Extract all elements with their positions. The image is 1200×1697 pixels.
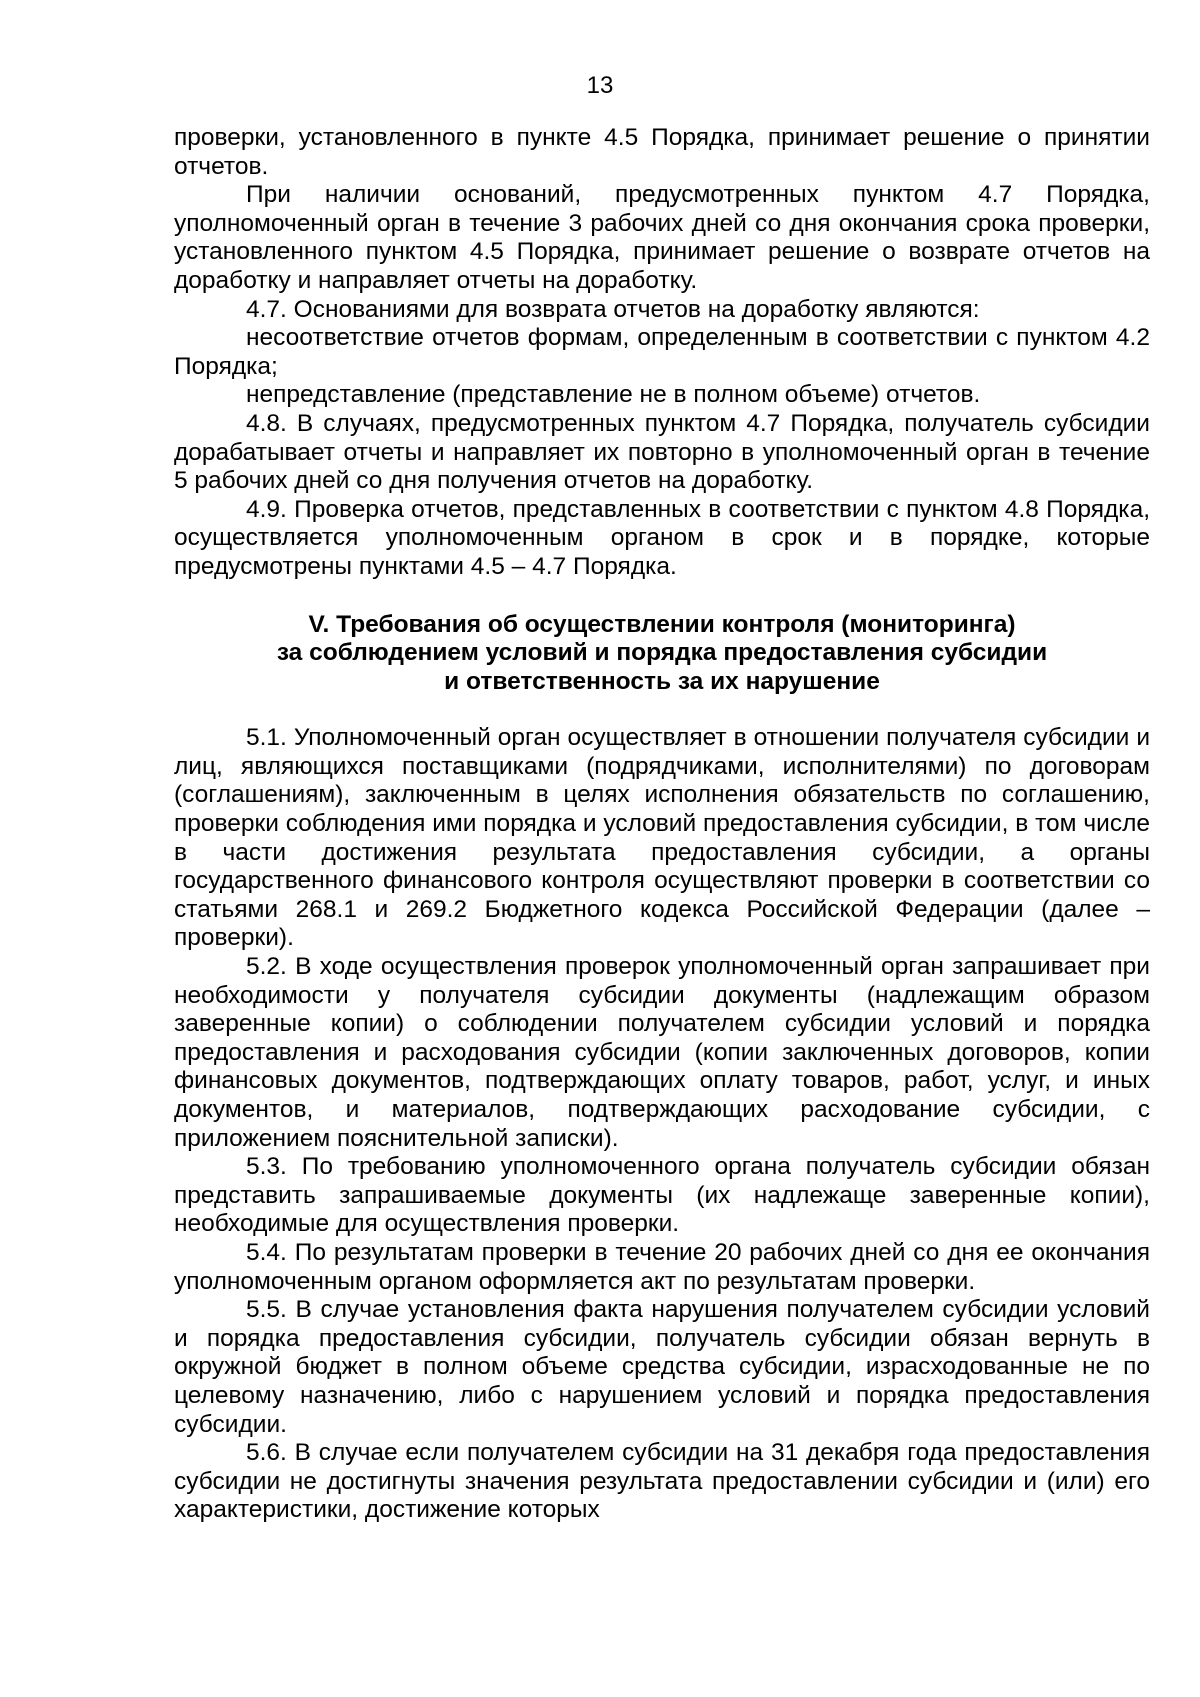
paragraphs-bottom	[174, 724, 1150, 1525]
paragraph: 5.1. Уполномоченный орган осуществляет в отношении получателя субсидии и лиц, являющихся поставщиками (подрядчиками, исполнителями) по договорам (соглашениям), заключенным в целях исполнения обязательств по соглашению, проверки соблюдения ими порядка и условий предоставления субсидии, в том числе в части достижения результата предоставления субсидии, а органы государственного финансового контроля осуществляют проверки в соответствии со статьями 268.1 и 269.2 Бюджетного кодекса Российской Федерации (далее – проверки).	[174, 724, 1150, 952]
paragraph: 5.2. В ходе осуществления проверок уполномоченный орган запрашивает при необходимости у получателя субсидии документы (надлежащим образом заверенные копии) о соблюдении получателем субсидии условий и порядка предоставления и расходования субсидии (копии заключенных договоров, копии финансовых документов, подтверждающих оплату товаров, работ, услуг, и иных документов, и материалов, подтверждающих расходование субсидии, с приложением пояснительной записки).	[174, 953, 1150, 1152]
paragraph: При наличии оснований, предусмотренных пунктом 4.7 Порядка, уполномоченный орган в течение 3 рабочих дней со дня окончания срока проверки, установленного пунктом 4.5 Порядка, принимает решение о возврате отчетов на доработку и направляет отчеты на доработку.	[174, 181, 1150, 294]
paragraph: проверки, установленного в пункте 4.5 Порядка, принимает решение о принятии отчетов.	[174, 124, 1150, 180]
paragraph: непредставление (представление не в полном объеме) отчетов.	[246, 381, 981, 409]
page-number: 13	[586, 72, 614, 99]
document-body	[174, 124, 1150, 1525]
section-heading	[174, 611, 1150, 697]
paragraph: 5.5. В случае установления факта нарушения получателем субсидии условий и порядка предоставления субсидии, получатель субсидии обязан вернуть в окружной бюджет в полном объеме средства субсидии, израсходованные не по целевому назначению, либо с нарушением условий и порядка предоставления субсидии.	[174, 1296, 1150, 1438]
paragraph: 5.6. В случае если получателем субсидии на 31 декабря года предоставления субсидии не достигнуты значения результата предоставлении субсидии и (или) его характеристики, достижение которых	[174, 1439, 1150, 1524]
paragraph: 4.8. В случаях, предусмотренных пунктом 4.7 Порядка, получатель субсидии дорабатывает отчеты и направляет их повторно в уполномоченный орган в течение 5 рабочих дней со дня получения отчетов на доработку.	[174, 409, 1150, 495]
paragraph: несоответствие отчетов формам, определенным в соответствии с пунктом 4.2 Порядка;	[174, 324, 1150, 380]
section-heading-line: за соблюдением условий и порядка предоставления субсидии	[276, 639, 1048, 667]
paragraph: 4.7. Основаниями для возврата отчетов на доработку являются:	[246, 295, 980, 323]
paragraph: 5.3. По требованию уполномоченного органа получатель субсидии обязан представить запрашиваемые документы (их надлежаще заверенные копии), необходимые для осуществления проверки.	[174, 1153, 1150, 1238]
section-heading-line: и ответственность за их нарушение	[444, 667, 880, 695]
section-heading-line: V. Требования об осуществлении контроля (мониторинга)	[308, 610, 1016, 638]
paragraph: 4.9. Проверка отчетов, представленных в соответствии с пунктом 4.8 Порядка, осуществляется уполномоченным органом в срок и в порядке, которые предусмотрены пунктами 4.5 – 4.7 Порядка.	[174, 495, 1150, 580]
paragraphs-top	[174, 124, 1150, 582]
paragraph: 5.4. По результатам проверки в течение 20 рабочих дней со дня ее окончания уполномоченным органом оформляется акт по результатам проверки.	[174, 1238, 1150, 1295]
